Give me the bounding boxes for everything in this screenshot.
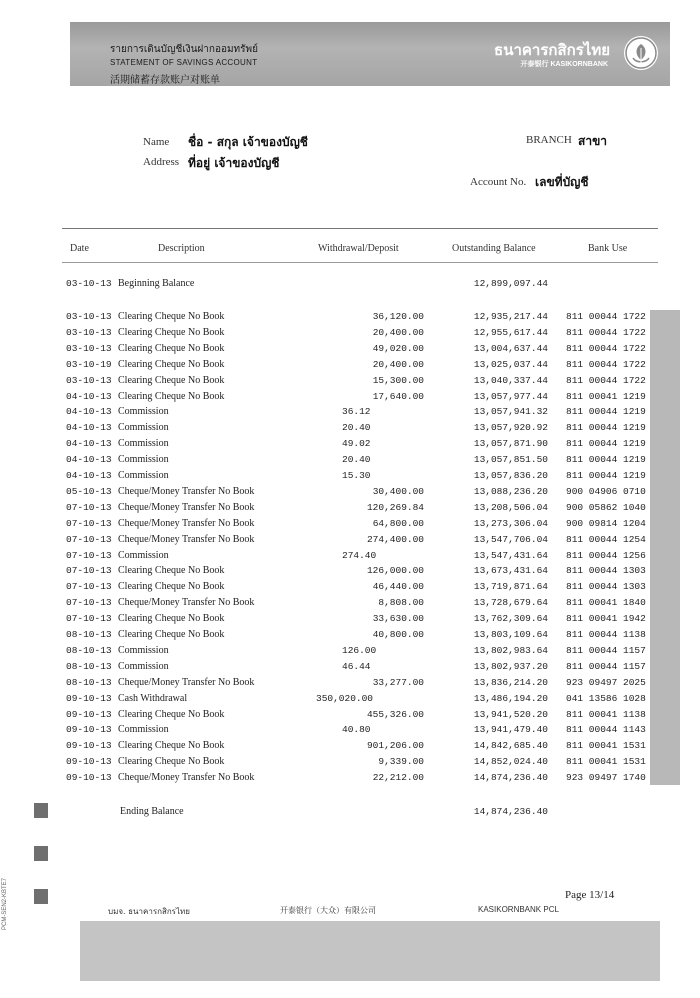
- row-date: 03-10-13: [66, 374, 112, 386]
- row-date: 07-10-13: [66, 549, 112, 561]
- table-row: [0, 677, 700, 693]
- beginning-date: 03-10-13: [66, 278, 112, 289]
- row-bank-use: 900 04906 0710: [566, 485, 646, 497]
- row-balance: 13,057,851.50: [473, 454, 548, 466]
- table-row: [0, 375, 700, 391]
- row-balance: 13,057,941.32: [473, 406, 548, 418]
- row-bank-use: 811 00044 1219: [566, 422, 646, 434]
- row-amount: 49,020.00: [372, 342, 424, 354]
- table-row: [0, 359, 700, 375]
- ending-balance-value: 14,874,236.40: [473, 806, 548, 817]
- row-balance: 13,057,977.44: [473, 390, 548, 402]
- row-amount: 901,206.00: [366, 740, 424, 752]
- row-date: 07-10-13: [66, 581, 112, 593]
- row-date: 03-10-13: [66, 311, 112, 322]
- row-amount: 20,400.00: [372, 358, 424, 370]
- row-amount: 350,020.00: [316, 692, 374, 704]
- statement-title-english: STATEMENT OF SAVINGS ACCOUNT: [110, 58, 258, 67]
- row-description: Clearing Cheque No Book: [118, 708, 225, 720]
- row-date: 04-10-13: [66, 470, 112, 481]
- row-amount: 46.44: [342, 660, 371, 672]
- row-description: Cash Withdrawal: [118, 692, 188, 704]
- row-description: Clearing Cheque No Book: [118, 613, 225, 625]
- table-row: [0, 661, 700, 677]
- row-amount: 9,339.00: [378, 756, 424, 768]
- row-description: Clearing Cheque No Book: [118, 342, 225, 354]
- column-header-bank-use: Bank Use: [588, 243, 628, 254]
- row-bank-use: 923 09497 1740: [566, 772, 646, 784]
- row-description: Cheque/Money Transfer No Book: [118, 533, 255, 545]
- row-bank-use: 811 00044 1157: [566, 660, 646, 672]
- row-amount: 36.12: [342, 406, 371, 418]
- row-date: 07-10-13: [66, 501, 112, 513]
- table-row: [0, 645, 700, 661]
- name-value: ชื่อ - สกุล เจ้าของบัญชี: [188, 135, 308, 149]
- row-bank-use: 811 00044 1219: [566, 406, 646, 418]
- table-row: [0, 518, 700, 534]
- row-description: Commission: [118, 454, 169, 466]
- row-bank-use: 923 09497 2025: [566, 676, 646, 688]
- address-value: ที่อยู่ เจ้าของบัญชี: [188, 156, 280, 170]
- footer-chinese-company: 开泰银行（大众）有限公司: [280, 906, 376, 915]
- row-amount: 22,212.00: [372, 772, 424, 784]
- row-description: Cheque/Money Transfer No Book: [118, 517, 255, 529]
- row-date: 09-10-13: [66, 756, 112, 768]
- row-balance: 12,955,617.44: [473, 326, 548, 338]
- statement-title-thai: รายการเดินบัญชีเงินฝากออมทรัพย์: [110, 44, 258, 55]
- row-bank-use: 811 00044 1143: [566, 724, 646, 736]
- row-date: 09-10-13: [66, 740, 112, 752]
- row-amount: 126,000.00: [366, 565, 424, 577]
- row-description: Cheque/Money Transfer No Book: [118, 597, 255, 609]
- row-balance: 13,673,431.64: [473, 565, 548, 577]
- address-label: Address: [143, 156, 180, 168]
- row-amount: 40,800.00: [372, 629, 424, 640]
- row-date: 07-10-13: [66, 597, 112, 609]
- row-amount: 40.80: [342, 724, 371, 736]
- row-balance: 13,762,309.64: [473, 613, 548, 625]
- row-description: Commission: [118, 438, 169, 450]
- row-balance: 14,852,024.40: [473, 756, 548, 768]
- row-description: Clearing Cheque No Book: [118, 565, 225, 577]
- row-description: Cheque/Money Transfer No Book: [118, 501, 255, 513]
- row-amount: 455,326.00: [366, 708, 424, 720]
- row-bank-use: 811 00041 1531: [566, 740, 646, 752]
- row-date: 07-10-13: [66, 613, 112, 625]
- row-balance: 13,025,037.44: [473, 358, 548, 370]
- row-description: Commission: [118, 422, 169, 434]
- row-date: 08-10-13: [66, 644, 112, 656]
- row-amount: 30,400.00: [372, 485, 424, 497]
- row-description: Clearing Cheque No Book: [118, 358, 225, 370]
- row-amount: 15,300.00: [372, 374, 424, 386]
- beginning-balance: 12,899,097.44: [473, 278, 548, 289]
- row-date: 09-10-13: [66, 708, 112, 720]
- table-row: [0, 327, 700, 343]
- row-amount: 64,800.00: [372, 517, 424, 529]
- row-date: 08-10-13: [66, 660, 112, 672]
- branch-label: BRANCH: [526, 134, 572, 146]
- row-description: Commission: [118, 549, 169, 561]
- row-bank-use: 811 00044 1254: [566, 533, 646, 545]
- row-amount: 20.40: [342, 454, 371, 466]
- scan-shadow-bar: [650, 310, 680, 785]
- row-date: 08-10-13: [66, 676, 112, 688]
- row-date: 04-10-13: [66, 390, 112, 402]
- table-row: [0, 597, 700, 613]
- bank-name-thai: ธนาคารกสิกรไทย: [494, 41, 610, 59]
- beginning-description: Beginning Balance: [118, 278, 195, 289]
- row-balance: 12,935,217.44: [473, 311, 548, 322]
- ending-balance-label: Ending Balance: [120, 806, 184, 817]
- row-bank-use: 811 00041 1138: [566, 708, 646, 720]
- row-date: 08-10-13: [66, 629, 112, 640]
- table-row: [0, 565, 700, 581]
- row-balance: 14,874,236.40: [473, 772, 548, 784]
- row-date: 04-10-13: [66, 406, 112, 418]
- table-top-rule: [62, 228, 658, 229]
- row-bank-use: 811 00044 1303: [566, 565, 646, 577]
- row-bank-use: 811 00041 1840: [566, 597, 646, 609]
- row-bank-use: 811 00044 1219: [566, 470, 646, 481]
- table-row: [0, 550, 700, 566]
- row-balance: 13,208,506.04: [473, 501, 548, 513]
- row-description: Commission: [118, 644, 169, 656]
- row-description: Commission: [118, 724, 169, 736]
- row-date: 09-10-13: [66, 772, 112, 784]
- row-description: Clearing Cheque No Book: [118, 311, 225, 322]
- row-bank-use: 900 09814 1204: [566, 517, 646, 529]
- row-bank-use: 811 00044 1722: [566, 358, 646, 370]
- row-amount: 33,630.00: [372, 613, 424, 625]
- statement-header: [70, 22, 670, 86]
- row-bank-use: 811 00044 1722: [566, 311, 646, 322]
- row-balance: 13,941,520.20: [473, 708, 548, 720]
- account-no-label: Account No.: [470, 176, 527, 188]
- row-date: 03-10-13: [66, 326, 112, 338]
- table-row: [0, 756, 700, 772]
- row-balance: 13,004,637.44: [473, 342, 548, 354]
- row-bank-use: 811 00044 1303: [566, 581, 646, 593]
- row-date: 04-10-13: [66, 454, 112, 466]
- row-amount: 15.30: [342, 470, 371, 481]
- row-amount: 20.40: [342, 422, 371, 434]
- row-bank-use: 811 00041 1531: [566, 756, 646, 768]
- row-balance: 14,842,685.40: [473, 740, 548, 752]
- row-bank-use: 900 05862 1040: [566, 501, 646, 513]
- table-row: [0, 391, 700, 407]
- row-amount: 17,640.00: [372, 390, 424, 402]
- row-date: 04-10-13: [66, 422, 112, 434]
- table-row: [0, 709, 700, 725]
- row-balance: 13,802,983.64: [473, 644, 548, 656]
- row-description: Commission: [118, 406, 169, 418]
- table-row: [0, 343, 700, 359]
- footer-english-company: KASIKORNBANK PCL: [478, 905, 559, 914]
- row-date: 09-10-13: [66, 692, 112, 704]
- row-amount: 33,277.00: [372, 676, 424, 688]
- table-header-rule: [62, 262, 658, 263]
- row-description: Clearing Cheque No Book: [118, 326, 225, 338]
- row-description: Clearing Cheque No Book: [118, 390, 225, 402]
- row-bank-use: 041 13586 1028: [566, 692, 646, 704]
- table-row: [0, 772, 700, 788]
- row-bank-use: 811 00041 1942: [566, 613, 646, 625]
- table-row: [0, 454, 700, 470]
- row-amount: 126.00: [342, 644, 377, 656]
- row-description: Clearing Cheque No Book: [118, 740, 225, 752]
- row-bank-use: 811 00044 1722: [566, 326, 646, 338]
- table-row: [0, 311, 700, 327]
- row-description: Commission: [118, 660, 169, 672]
- row-balance: 13,088,236.20: [473, 485, 548, 497]
- row-balance: 13,547,706.04: [473, 533, 548, 545]
- row-bank-use: 811 00041 1219: [566, 390, 646, 402]
- row-description: Cheque/Money Transfer No Book: [118, 676, 255, 688]
- scan-mark: [34, 803, 48, 818]
- row-bank-use: 811 00044 1219: [566, 438, 646, 450]
- row-description: Commission: [118, 470, 169, 481]
- column-header-outstanding-balance: Outstanding Balance: [452, 243, 536, 254]
- row-amount: 49.02: [342, 438, 371, 450]
- row-date: 03-10-19: [66, 358, 112, 370]
- row-amount: 274.40: [342, 549, 377, 561]
- row-balance: 13,719,871.64: [473, 581, 548, 593]
- row-date: 05-10-13: [66, 485, 112, 497]
- row-balance: 13,486,194.20: [473, 692, 548, 704]
- row-description: Clearing Cheque No Book: [118, 581, 225, 593]
- table-row: [0, 422, 700, 438]
- row-balance: 13,836,214.20: [473, 676, 548, 688]
- column-header-description: Description: [158, 243, 205, 254]
- side-document-code: PCM-SEN2-KBTE7: [2, 877, 8, 930]
- statement-title-chinese: 活期储蓄存款账户对账单: [110, 75, 220, 86]
- row-balance: 13,803,109.64: [473, 629, 548, 640]
- beginning-balance-row: [0, 278, 700, 294]
- column-header-date: Date: [70, 243, 89, 254]
- table-row: [0, 406, 700, 422]
- row-bank-use: 811 00044 1157: [566, 644, 646, 656]
- row-date: 07-10-13: [66, 565, 112, 577]
- scan-mark: [34, 846, 48, 861]
- row-amount: 46,440.00: [372, 581, 424, 593]
- table-row: [0, 724, 700, 740]
- row-balance: 13,057,836.20: [473, 470, 548, 481]
- account-no-value: เลขที่บัญชี: [535, 175, 589, 189]
- row-balance: 13,728,679.64: [473, 597, 548, 609]
- row-amount: 20,400.00: [372, 326, 424, 338]
- row-description: Cheque/Money Transfer No Book: [118, 485, 255, 497]
- row-date: 07-10-13: [66, 517, 112, 529]
- row-bank-use: 811 00044 1722: [566, 374, 646, 386]
- row-bank-use: 811 00044 1219: [566, 454, 646, 466]
- row-balance: 13,802,937.20: [473, 660, 548, 672]
- table-row: [0, 502, 700, 518]
- row-balance: 13,547,431.64: [473, 549, 548, 561]
- row-bank-use: 811 00044 1256: [566, 549, 646, 561]
- row-amount: 274,400.00: [366, 533, 424, 545]
- row-amount: 8,808.00: [378, 597, 424, 609]
- table-row: [0, 438, 700, 454]
- scan-mark: [34, 889, 48, 904]
- row-balance: 13,057,871.90: [473, 438, 548, 450]
- branch-value: สาขา: [578, 134, 608, 148]
- row-description: Clearing Cheque No Book: [118, 629, 225, 640]
- row-description: Clearing Cheque No Book: [118, 374, 225, 386]
- table-row: [0, 534, 700, 550]
- name-label: Name: [143, 136, 170, 148]
- row-amount: 120,269.84: [366, 501, 424, 513]
- row-balance: 13,040,337.44: [473, 374, 548, 386]
- page-number: Page 13/14: [565, 889, 615, 901]
- row-amount: 36,120.00: [372, 311, 424, 322]
- table-row: [0, 613, 700, 629]
- footer-shade: [80, 921, 660, 981]
- table-row: [0, 693, 700, 709]
- row-balance: 13,273,306.04: [473, 517, 548, 529]
- table-row: [0, 470, 700, 486]
- footer-thai-company: บมจ. ธนาคารกสิกรไทย: [108, 907, 190, 916]
- bank-name-sub: 开泰银行 KASIKORNBANK: [520, 61, 608, 68]
- row-date: 09-10-13: [66, 724, 112, 736]
- row-description: Cheque/Money Transfer No Book: [118, 772, 255, 784]
- row-balance: 13,057,920.92: [473, 422, 548, 434]
- table-row: [0, 486, 700, 502]
- row-date: 03-10-13: [66, 342, 112, 354]
- row-date: 04-10-13: [66, 438, 112, 450]
- kbank-leaf-icon: [624, 36, 658, 70]
- table-row: [0, 581, 700, 597]
- column-header-withdrawal-deposit: Withdrawal/Deposit: [318, 243, 399, 254]
- row-date: 07-10-13: [66, 533, 112, 545]
- row-bank-use: 811 00044 1138: [566, 629, 646, 640]
- row-balance: 13,941,479.40: [473, 724, 548, 736]
- row-bank-use: 811 00044 1722: [566, 342, 646, 354]
- table-row: [0, 740, 700, 756]
- table-row: [0, 629, 700, 645]
- row-description: Clearing Cheque No Book: [118, 756, 225, 768]
